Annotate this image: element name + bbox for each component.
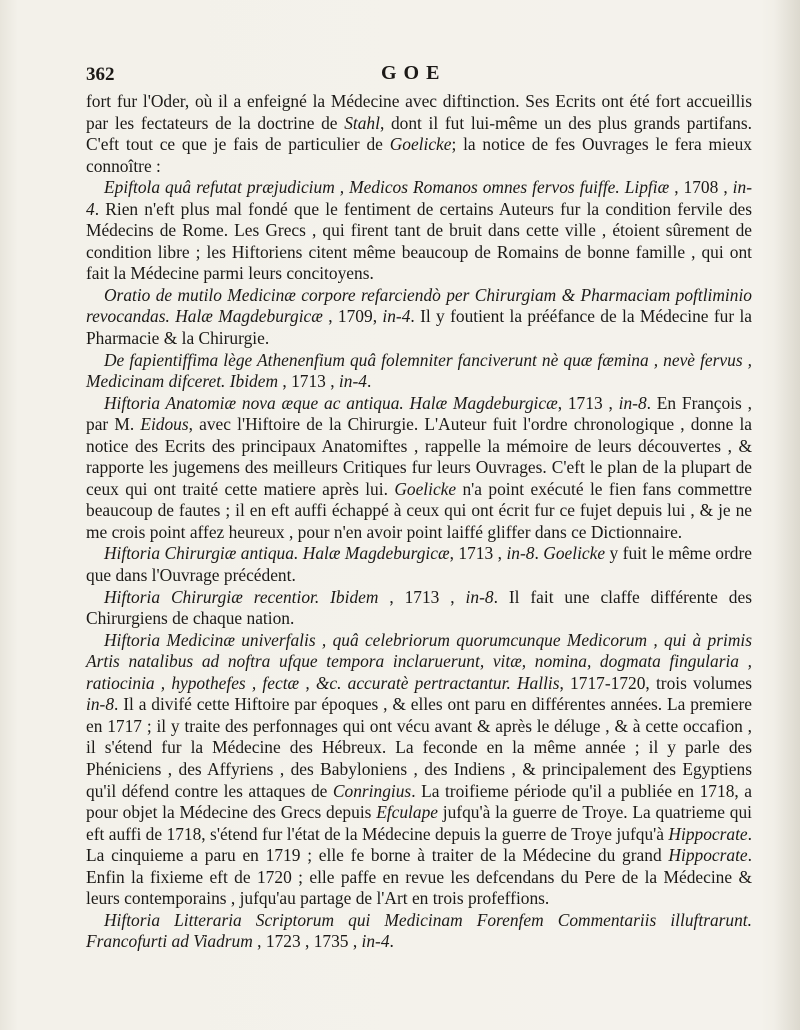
roman-text: , 1709, [322, 306, 383, 327]
roman-text: , 1723 , 1735 , [252, 931, 362, 952]
roman-text: y fuit le même ordre que dans l'Ouvrage précédent. [86, 543, 752, 586]
page-edge-shadow [774, 0, 800, 1030]
entry-historia-chirurgiae-recentior [86, 587, 752, 630]
entry-historia-chirurgiae-antiqua [86, 543, 752, 586]
italic-text: in-8 [465, 586, 494, 607]
roman-text: . Il fait une claffe différente des Chirurgiens de chaque nation. [86, 586, 752, 629]
italic-text: Conringius [332, 780, 412, 801]
italic-text: Hiftoria Anatomiæ nova æque ac antiqua. Halæ Magdeburgicæ [104, 392, 558, 413]
italic-text: in-8 [506, 543, 535, 564]
italic-text: Hiftoria Litteraria Scriptorum qui Medicinam Forenfem Commentariis illuftrarunt. Francofurti ad Viadrum [86, 909, 752, 952]
italic-text: in-8 [618, 392, 647, 413]
italic-text: Goelicke [543, 543, 606, 564]
page-header [86, 64, 766, 88]
roman-text: . Il y foutient la prééfance de la Médecine fur la Pharmacie & la Chirurgie. [86, 306, 752, 349]
page-number: 362 [86, 64, 115, 85]
roman-text: . Enfin la fixieme eft de 1720 ; elle paffe en revue les defcendans du Pere de la Médecine & leurs contemporains , jufqu'au partage de l'Art en trois profeffions. [86, 845, 752, 909]
roman-text: . Il a divifé cette Hiftoire par époques , & elles ont paru en différentes années. La premiere en 1717 ; il y traite des perfonnages qui ont vécu avant & après le déluge , & à cette occafion , il s'étend fur la Médecine des Hébreux. La feconde en la même année ; il y parle des Phéniciens , des Affyriens , des Babyloniens , des Indiens , & principalement des Egyptiens qu'il défend contre les attaques de [86, 694, 752, 801]
roman-text: n'a point exécuté le fien fans commettre beaucoup de fautes ; il en eft auffi échappé à ceux qui ont écrit fur ce fujet depuis lui , & je ne me crois point affez heureux , pour n'en avoir point laiffé gliffer dans ce Dictionnaire. [86, 478, 753, 542]
italic-text: Goelicke [394, 478, 457, 499]
roman-text: , 1713 , [278, 371, 339, 392]
italic-text: De fapientiffima lège Athenenfium quâ folemniter fanciverunt nè quæ fæmina , nevè fervus , Medicinam difceret. Ibidem [86, 349, 752, 392]
roman-text: . La cinquieme a paru en 1719 ; elle fe borne à traiter de la Médecine du grand [86, 823, 752, 866]
roman-text: , 1713 , [378, 586, 466, 607]
italic-text: in-4 [382, 306, 411, 327]
roman-text: , dont il fut lui-même un des plus grands partifans. C'eft tout ce que je fais de particulier de [86, 112, 752, 155]
italic-text: Efculape [376, 802, 438, 823]
roman-text: , avec l'Hiftoire de la Chirurgie. L'Auteur fuit l'ordre chronologique , donne la notice des Ecrits des principaux Anatomiftes , rappelle la mémoire de leurs découvertes , & rapporte les jugemens des meilleurs Critiques fur leurs Ouvrages. C'eft le plan de la plupart de ceux qui ont traité cette matiere après lui. [86, 414, 752, 499]
entry-de-sapientissima [86, 350, 752, 393]
roman-text: . [366, 371, 372, 392]
entry-historia-litteraria [86, 910, 752, 953]
italic-text: in-4 [361, 931, 390, 952]
italic-text: in-4 [338, 371, 367, 392]
body-text [86, 91, 752, 953]
italic-text: Stahl [344, 112, 380, 133]
italic-text: Oratio de mutilo Medicinæ corpore refarciendò per Chirurgiam & Pharmaciam poftliminio revocandas. Halæ Magdeburgicæ [86, 284, 752, 327]
italic-text: Hippocrate [668, 845, 748, 866]
roman-text: . En François , par M. [86, 392, 752, 435]
roman-text: , 1717-1720, trois volumes [559, 672, 752, 693]
italic-text: Hiftoria Chirurgiæ recentior. Ibidem [104, 586, 379, 607]
roman-text: ; la notice de fes Ouvrages le fera mieux connoître : [86, 134, 753, 176]
entry-epistola [86, 177, 752, 285]
roman-text: , 1713 , [449, 543, 507, 564]
italic-text: Hiftoria Chirurgiæ antiqua. Halæ Magdeburgicæ [104, 543, 450, 564]
running-head: GOE [381, 62, 447, 84]
italic-text: Hippocrate [668, 823, 748, 844]
roman-text: jufqu'à la guerre de Troye. La quatrieme qui eft auffi de 1718, s'étend fur l'état de la Médecine depuis la guerre de Troye jufqu'à [86, 802, 752, 844]
roman-text: . [534, 543, 544, 564]
italic-text: Epiftola quâ refutat præjudicium , Medicos Romanos omnes fervos fuiffe. Lipfiæ [104, 177, 670, 198]
entry-historia-medicinae-universalis [86, 630, 752, 910]
entry-oratio [86, 285, 752, 350]
paragraph-intro [86, 91, 752, 177]
roman-text: , 1708 , [669, 177, 733, 198]
italic-text: in-4 [86, 177, 752, 219]
roman-text: , 1713 , [557, 392, 619, 413]
italic-text: Hiftoria Medicinæ univerfalis , quâ celebriorum quorumcunque Medicorum , qui à primis Artis natalibus ad noftra ufque tempora inclaruerunt, vitæ, nomina, dogmata fingularia , ratiocinia , hypothefes , fectæ , &c. accuratè pertractantur. Hallis [86, 629, 752, 693]
roman-text: . [389, 931, 394, 952]
italic-text: Goelicke [389, 134, 452, 155]
italic-text: Eidous [140, 414, 189, 435]
roman-text: . La troifieme période qu'il a publiée en 1718, a pour objet la Médecine des Grecs depuis [86, 780, 753, 823]
italic-text: in-8 [86, 694, 115, 715]
roman-text: . Rien n'eft plus mal fondé que le fentiment de certains Auteurs fur la condition fervile des Médecins de Rome. Les Grecs , qui firent tant de bruit dans cette ville , étoient sûrement de condition libre ; les Hiftoriens citent même beaucoup de Romains de bonne famille , qui ont fait la Médecine parmi leurs concitoyens. [86, 198, 752, 284]
roman-text: fort fur l'Oder, où il a enfeigné la Médecine avec diftinction. Ses Ecrits ont été fort accueillis par les fectateurs de la doctrine de [86, 91, 752, 133]
entry-historia-anatomiae [86, 393, 752, 544]
